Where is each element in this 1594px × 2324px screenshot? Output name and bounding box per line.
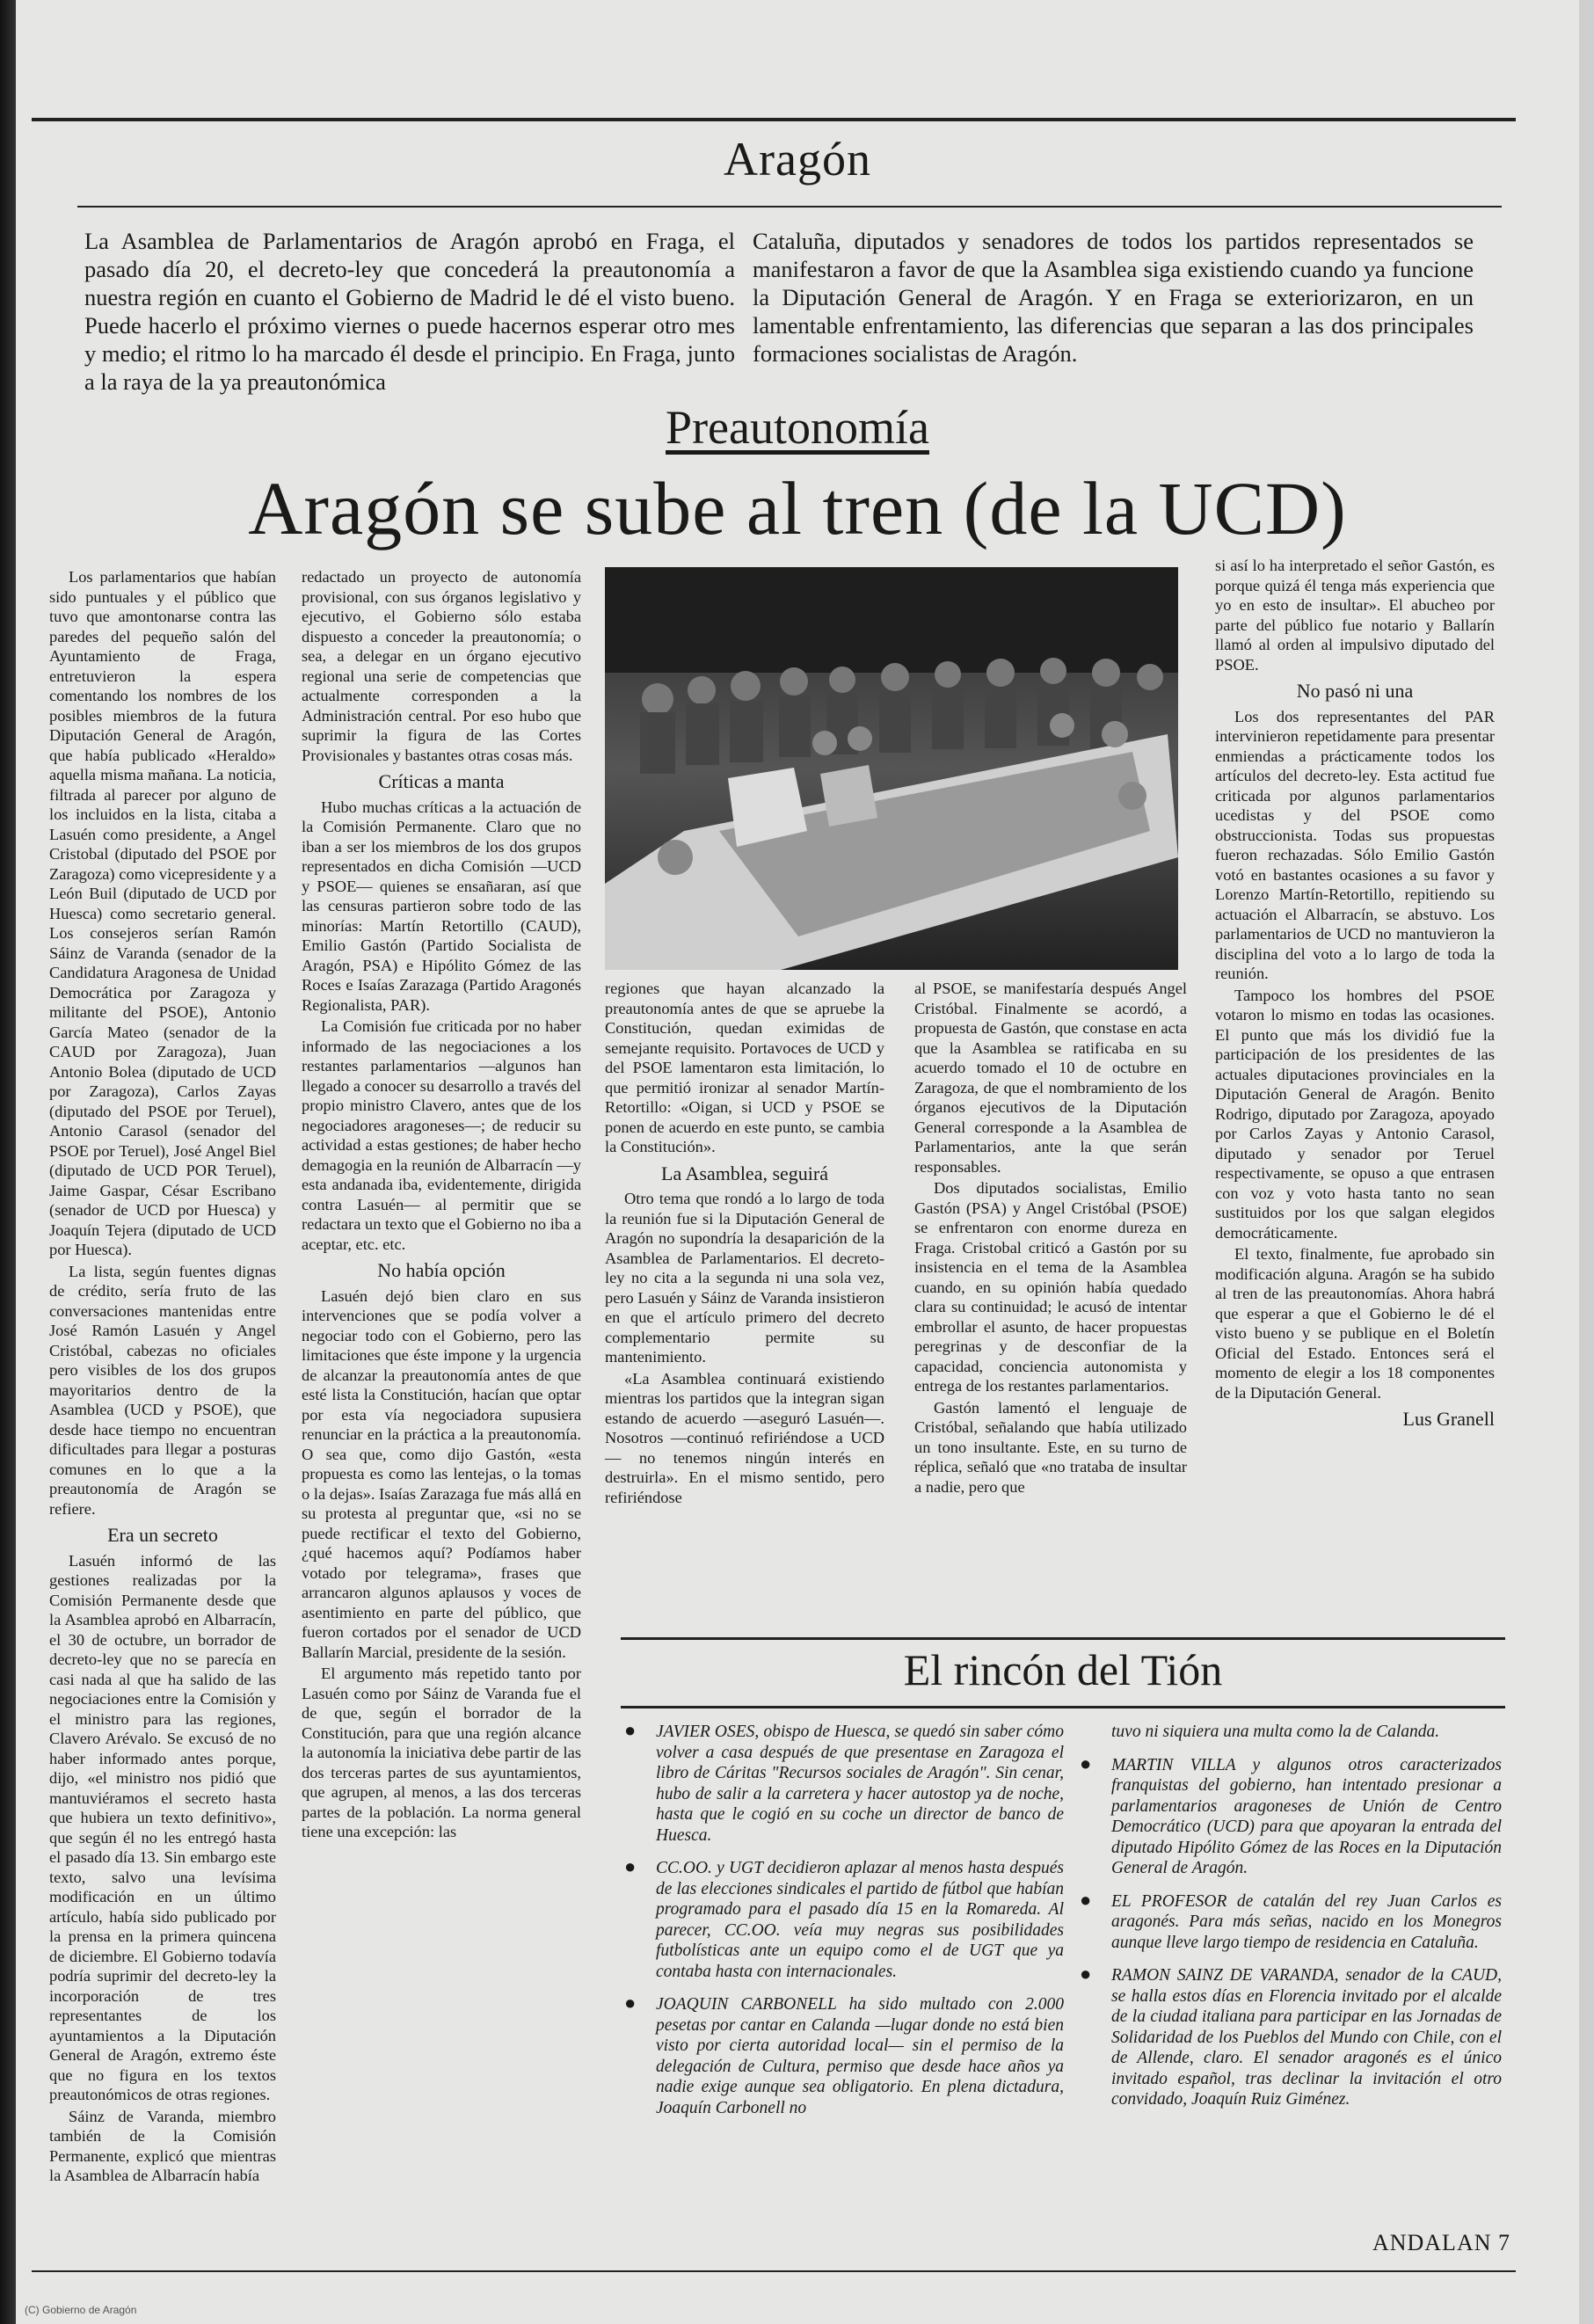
subheading: Críticas a manta	[378, 770, 505, 792]
paragraph: La lista, según fuentes dignas de crédito, sería fruto de las conversaciones mantenidas entre José Ramón Lasuén y Angel Cristóbal, cabezas no oficiales pero visibles de los dos grupos mayoritarios dentro de la Asamblea (UCD y PSOE), que desde hace tiempo no encuentran dificultades para llegar a posturas comunes en lo que a la preautonomía de Aragón se refiere.	[49, 1262, 276, 1518]
tion-rule-bottom	[621, 1706, 1505, 1708]
article-column-4	[914, 979, 1187, 1498]
subheading: No había opción	[377, 1259, 506, 1281]
paragraph: Lasuén informó de las gestiones realizadas por la Comisión Permanente desde que la Asamblea aprobó en Albarracín, el 30 de octubre, un borrador de decreto-ley que no se parecía en casi nada al que ha salido de las negociaciones entre la Comisión y el ministro para las regiones, Clavero Arévalo. Se excusó de no haber informado antes porque, dijo, «el ministro nos pidió que mantuviéramos el secreto hasta que hubiera un texto definitivo», que según él no les entregó hasta el pasado día 13. Sin embargo este texto, salvo una levísima modificación en un último artículo, había sido publicado por la prensa en la primera quincena de diciembre. El Gobierno todavía podría suprimir del decreto-ley la incorporación de tres representantes de los ayuntamientos a la Diputación General de Aragón, extremo éste que no figura en los textos preautonómicos de otras regiones.	[49, 1551, 276, 2103]
paragraph: Sáinz de Varanda, miembro también de la Comisión Permanente, explicó que mientras la Asamblea de Albarracín había	[49, 2107, 276, 2184]
paragraph: Los parlamentarios que habían sido puntuales y el público que tuvo que amontonarse contra las paredes del pequeño salón del Ayuntamiento de Fraga, entretuvieron la espera comentando los nombres de los posibles miembros de la futura Diputación General de Aragón, que había publicado «Heraldo» aquella misma mañana. La noticia, filtrada al parecer por alguno de los incluidos en la lista, citaba a Lasuén como presidente, a Angel Cristobal (diputado del PSOE por Zaragoza) como vicepresidente y a León Buil (diputado de UCD por Huesca) como secretario general. Los consejeros serían Ramón Sáinz de Varanda (senador de la Candidatura Aragonesa de Unidad Democrática por Zaragoza y militante del PSOE), Antonio García Mateo (senador de la CAUD por Zaragoza), Juan Antonio Bolea (diputado de UCD por Zaragoza), Carlos Zayas (diputado del PSOE por Teruel), Antonio Carasol (senador del PSOE por Teruel), José Angel Biel (diputado de UCD POR Teruel), Jaime Gaspar, César Escribano (senador de UCD por Huesca) y Joaquín Tejera (diputado de UCD por Huesca).	[49, 568, 276, 1258]
intro-left-text: La Asamblea de Parlamentarios de Aragón aprobó en Fraga, el pasado día 20, el decreto-ley que concederá la preautonomía a nuestra región en cuanto el Gobierno de Madrid le dé el visto bueno. Puede hacerlo el próximo viernes o puede hacernos esperar otro mes y medio; el ritmo lo ha marcado él desde el principio. En Fraga, junto a la raya de la ya preautonómica	[84, 228, 735, 395]
paragraph: Dos diputados socialistas, Emilio Gastón (PSA) y Angel Cristóbal (PSOE) se enfrentaron con enorme dureza en Fraga. Cristobal criticó a Gastón por su insistencia en el tema de la Asamblea cuando, en su opinión había quedado clara su continuidad; le acusó de intentar embrollar el asunto, de hacer propuestas peregrinas y de desconfiar de la capacidad, conciencia autonomista y entrega de los restantes parlamentarios.	[914, 1179, 1187, 1395]
meeting-photo-image	[605, 567, 1178, 970]
paragraph: El texto, finalmente, fue aprobado sin modificación alguna. Aragón se ha subido al tren de las preautonomías. Ahora habrá que esperar a que el Gobierno le dé el visto bueno y se publique en el Boletín Oficial del Estado. Entonces será el momento de elegir a los 18 componentes de la Diputación General.	[1215, 1245, 1495, 1402]
tion-item: ● RAMON SAINZ DE VARANDA, senador de la CAUD, se halla estos días en Florencia invitado por el alcalde de la ciudad italiana para participar en las Jornadas de Solidaridad de los Pueblos del Mundo con Chile, con el de Allende, claro. El senador aragonés es el único invitado español, tras declinar la invitación el otro convidado, Joaquín Ruiz Giménez.	[1080, 1965, 1502, 2110]
image-credit: (C) Gobierno de Aragón	[25, 2304, 137, 2316]
tion-item-continued: tuvo ni siquiera una multa como la de Calanda.	[1111, 1723, 1440, 1741]
subheading: No pasó ni una	[1296, 680, 1414, 702]
tion-item: ● MARTIN VILLA y algunos otros caracterizados franquistas del gobierno, han intentado presionar a parlamentarios aragoneses de Unión de Centro Democrático (UCD) para que apoyaran la entrada del diputado Hipólito Gómez de las Roces en la Diputación General de Aragón.	[1080, 1755, 1502, 1879]
article-column-3	[605, 979, 884, 1509]
paragraph: Tampoco los hombres del PSOE votaron lo mismo en todas las ocasiones. El punto que más los dividió fue la participación de los presidentes de las actuales diputaciones provinciales en la Diputación General de Aragón. Benito Rodrigo, diputado por Zaragoza, apoyado por Carlos Zayas y Antonio Carasol, diputado y senador por Teruel respectivamente, se opuso a que entrasen con voz y voto hasta tanto no sean sustituidos por los que salgan elegidos democráticamente.	[1215, 986, 1495, 1242]
paragraph: al PSOE, se manifestaría después Angel Cristóbal. Finalmente se acordó, a propuesta de Gastón, que constase en acta que la Asamblea se ratificaba en su acuerdo tomado el 10 de octubre en Zaragoza, de que el nombramiento de los órganos ejecutivos de la Diputación General corresponde a la Asamblea de Parlamentarios, ante la que serán responsables.	[914, 980, 1187, 1176]
kicker: Preautonomía	[666, 401, 929, 454]
paragraph: redactado un proyecto de autonomía provisional, con sus órganos legislativo y ejecutivo, el Gobierno sólo estaba dispuesto a conceder la preautonomía; o sea, a delegar en un órgano ejecutivo regional una serie de competencias que actualmente corresponden a la Administración central. Por eso hubo que suprimir la figura de las Cortes Provisionales y bastantes otras cosas más.	[302, 568, 581, 764]
intro-left	[84, 227, 735, 396]
paragraph: regiones que hayan alcanzado la preautonomía antes de que se apruebe la Constitución, quedan eximidas de semejante requisito. Portavoces de UCD y del PSOE lamentaron esta limitación, lo que permitió ironizar al senador Martín-Retortillo: «Oigan, si UCD y PSOE se ponen de acuerdo en este punto, se cambia la Constitución».	[605, 980, 884, 1155]
paragraph: Otro tema que rondó a lo largo de toda la reunión fue si la Diputación General de Aragón no supondría la desaparición de la Asamblea de Parlamentarios. El decreto-ley no cita a la segunda ni una sola vez, pero Lasuén y Sáinz de Varanda insistieron en que el artículo primero del decreto complementario permite su mantenimiento.	[605, 1190, 884, 1366]
footer-rule	[32, 2270, 1516, 2272]
article-column-2	[302, 567, 581, 1844]
article-column-1	[49, 567, 276, 2188]
tion-rule-top	[621, 1637, 1505, 1640]
tion-item: ● JOAQUIN CARBONELL ha sido multado con 2.000 pesetas por cantar en Calanda —lugar donde no está bien visto por cierta autoridad local— sin el permiso de la delegación de Cultura, permiso que desde hace años ya nadie exige aunque sea obligatorio. En plena dictadura, Joaquín Carbonell no	[624, 1994, 1064, 2118]
intro-box-top	[77, 206, 1502, 208]
page-footer: ANDALAN 7	[1372, 2230, 1510, 2255]
tion-left-column	[624, 1722, 1064, 2131]
tion-item: ● CC.OO. y UGT decidieron aplazar al menos hasta después de las elecciones sindicales el partido de fútbol que habían programado para el pasado día 15 en la Romareda. Al parecer, CC.OO. veía muy negras sus posibilidades futbolísticas ante un equipo como el de UGT que ya contaba hasta con internacionales.	[624, 1858, 1064, 1982]
tion-title: El rincón del Tión	[903, 1645, 1223, 1694]
intro-right	[753, 227, 1474, 368]
meeting-photo	[605, 567, 1178, 970]
article-column-5	[1215, 556, 1495, 1430]
subheading: La Asamblea, seguirá	[661, 1162, 828, 1184]
headline: Aragón se sube al tren (de la UCD)	[248, 466, 1347, 550]
paragraph: Hubo muchas críticas a la actuación de la Comisión Permanente. Claro que no iban a ser los miembros de los dos grupos representados en dicha Comisión —UCD y PSOE— quienes se ensañaran, así que las censuras partieron sobre todo de las minorías: Martín Retortillo (CAUD), Emilio Gastón (Partido Socialista de Aragón, PSA) e Hipólito Gómez de las Roces e Isaías Zarazaga (Partido Aragonés Regionalista, PAR).	[302, 798, 581, 1014]
top-rule	[32, 118, 1516, 121]
paragraph: Lasuén dejó bien claro en sus intervenciones que se podía volver a negociar todo con el Gobierno, pero las limitaciones que éste impone y la urgencia de alcanzar la preautonomía antes de que esté lista la Constitución, hacían que optar por esta vía negociadora supusiera renunciar en la práctica a la preautonomía. O sea que, como dijo Gastón, «esta propuesta es como las lentejas, o la tomas o la dejas». Isaías Zarazaga fue más allá en su protesta al preguntar que, «si no se puede rectificar el texto del Gobierno, ¿qué hacemos aquí? Podíamos haber votado por telegrama», frases que arrancaron algunos aplausos y voces de asentimiento en parte del público, que fueron cortados por el senador de UCD Ballarín Marcial, presidente de la sesión.	[302, 1286, 581, 1661]
paragraph: El argumento más repetido tanto por Lasuén como por Sáinz de Varanda fue el de que, según el borrador de la Constitución, para que una región alcance la autonomía la iniciativa debe partir de las dos terceras partes de sus ayuntamientos, que agrupen, al menos, a las dos terceras partes de la población. La norma general tiene una excepción: las	[302, 1665, 581, 1840]
paragraph: Los dos representantes del PAR intervinieron repetidamente para presentar enmiendas a prácticamente todos los artículos del decreto-ley. Esta actitud fue criticada por algunos parlamentarios ucedistas y del PSOE como obstruccionista. Todas sus propuestas fueron rechazadas. Sólo Emilio Gastón votó en bastantes ocasiones a su favor y Lorenzo Martín-Retortillo, repitiendo su actuación el Albarracín, se abstuvo. Los parlamentarios de UCD no mantuvieron la disciplina del voto a lo largo de toda la reunión.	[1215, 707, 1495, 982]
paragraph: si así lo ha interpretado el señor Gastón, es porque quizá él tenga más experiencia que yo en esto de insultar». El abucheo por parte del público fue notario y Ballarín llamó al orden al impulsivo diputado del PSOE.	[1215, 557, 1495, 674]
paragraph: Gastón lamentó el lenguaje de Cristóbal, señalando que había utilizado un tono insultante. Este, en su turno de réplica, señaló que «no trataba de insultar a nadie, pero que	[914, 1398, 1187, 1496]
tion-item: ● JAVIER OSES, obispo de Huesca, se quedó sin saber cómo volver a casa después de que presentase en Zaragoza el libro de Cáritas "Recursos sociales de Aragón". Sin cenar, hubo de salir a la carretera y hacer autostop ya de noche, hasta que le cogió en su coche un director de banco de Huesca.	[624, 1722, 1064, 1846]
intro-right-text: Cataluña, diputados y senadores de todos los partidos representados se manifestaron a favor de que la Asamblea siga existiendo cuando ya funcione la Diputación General de Aragón. Y en Fraga se exteriorizaron, en un lamentable enfrentamiento, las diferencias que separan a las dos principales formaciones socialistas de Aragón.	[753, 228, 1474, 367]
paragraph: «La Asamblea continuará existiendo mientras los partidos que la integran sigan estando de acuerdo —aseguró Lasuén—. Nosotros —continuó refiriéndose a UCD— no tenemos ningún interés en destruirla». En el mismo sentido, pero refiriéndose	[605, 1369, 884, 1506]
section-title: Aragón	[724, 133, 871, 186]
paragraph: La Comisión fue criticada por no haber informado de las negociaciones a los restantes parlamentarios —algunos han llegado a conocer su desarrollo a través del propio ministro Clavero, antes que de los negociadores aragoneses—; de reducir su actividad a estas gestiones; de haber hecho demagogia en la reunión de Albarracín —y esta andanada iba, evidentemente, dirigida contra Lasuén— al permitir que se redactara un texto que el Gobierno no iba a aceptar, etc. etc.	[302, 1017, 581, 1253]
tion-item: ● EL PROFESOR de catalán del rey Juan Carlos es aragonés. Para más señas, nacido en los Monegros aunque lleve largo tiempo de residencia en Cataluña.	[1080, 1891, 1502, 1954]
subheading: Era un secreto	[107, 1524, 218, 1546]
newspaper-page	[16, 0, 1579, 2324]
tion-right-column	[1080, 1722, 1502, 2123]
byline: Lus Granell	[1402, 1408, 1495, 1430]
